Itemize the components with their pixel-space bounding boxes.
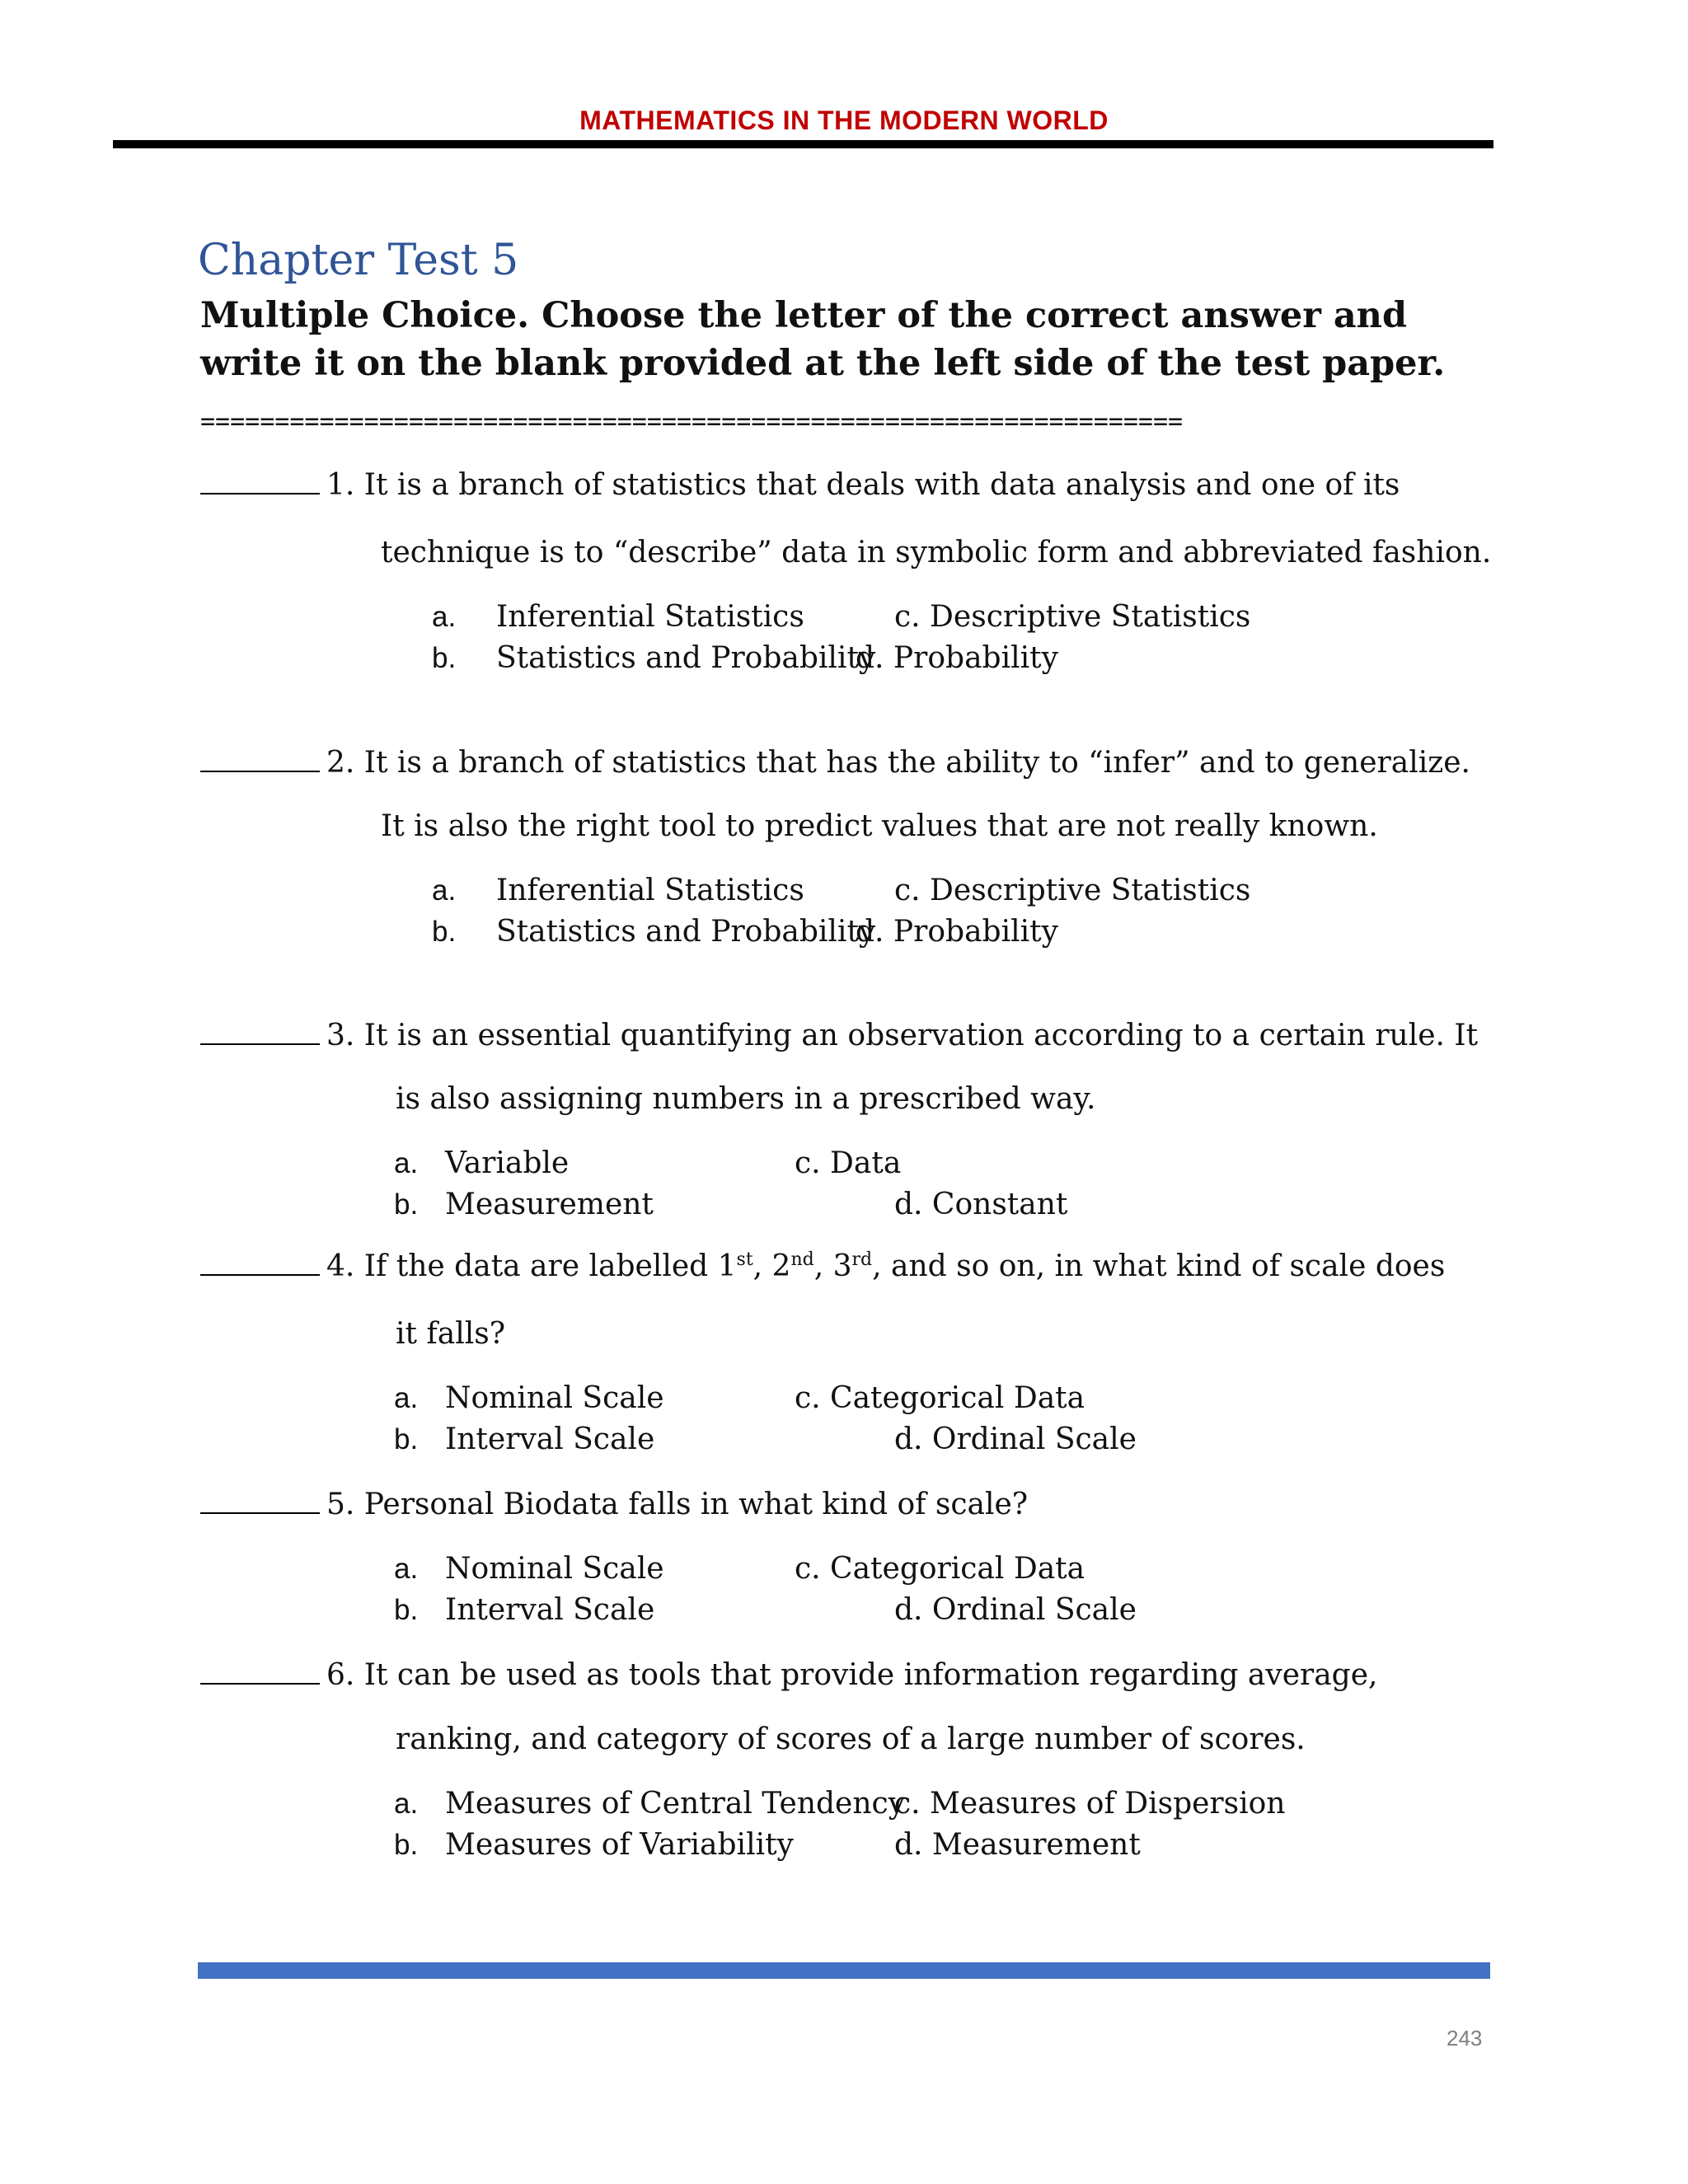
option-d-text: d. Probability <box>856 915 1058 949</box>
option-a-text: Inferential Statistics <box>496 874 804 907</box>
question-1 <box>200 468 1400 502</box>
question-1-continuation: technique is to “describe” data in symbolic form and abbreviated fashion. <box>381 536 1492 569</box>
option-d-text: d. Constant <box>894 1188 1068 1221</box>
instructions: Multiple Choice. Choose the letter of the correct answer and write it on the blank provided at the left side of the test paper. <box>200 295 1446 384</box>
option-b-text: Interval Scale <box>445 1593 655 1627</box>
option-letter: b. <box>394 1423 419 1455</box>
option-b <box>394 1422 418 1456</box>
question-text-sep: , 3 <box>814 1249 852 1283</box>
option-a-text: Measures of Central Tendency <box>445 1787 906 1821</box>
option-letter: b. <box>432 642 457 674</box>
option-a-text: Nominal Scale <box>445 1381 664 1415</box>
option-c-text: c. Descriptive Statistics <box>894 600 1251 634</box>
footer-rule <box>198 1962 1490 1979</box>
question-6 <box>200 1658 1377 1692</box>
answer-blank[interactable] <box>200 1658 320 1685</box>
option-letter: b. <box>432 916 457 948</box>
question-5 <box>200 1488 1028 1521</box>
option-b-text: Interval Scale <box>445 1422 655 1456</box>
separator-line: ================================================================== <box>200 407 1184 436</box>
option-a <box>394 1146 418 1180</box>
question-text-prefix: 4. If the data are labelled 1 <box>326 1249 737 1283</box>
option-c-text: c. Measures of Dispersion <box>894 1787 1286 1821</box>
answer-blank[interactable] <box>200 746 320 772</box>
option-letter: a. <box>432 874 457 907</box>
option-a-text: Inferential Statistics <box>496 600 804 634</box>
question-3-continuation: is also assigning numbers in a prescribed way. <box>396 1082 1096 1116</box>
question-4-continuation: it falls? <box>396 1317 506 1351</box>
question-text-suffix: , and so on, in what kind of scale does <box>872 1249 1446 1283</box>
option-letter: b. <box>394 1829 419 1861</box>
question-3 <box>200 1019 1478 1052</box>
question-6-continuation: ranking, and category of scores of a large number of scores. <box>396 1722 1306 1756</box>
option-a <box>432 874 456 907</box>
superscript-nd: nd <box>790 1249 814 1270</box>
option-a <box>394 1381 418 1415</box>
option-c-text: c. Data <box>795 1146 902 1180</box>
option-a <box>432 600 456 634</box>
option-letter: b. <box>394 1594 419 1626</box>
option-a-text: Nominal Scale <box>445 1552 664 1586</box>
option-b <box>394 1593 418 1627</box>
question-text: 1. It is a branch of statistics that deals with data analysis and one of its <box>326 468 1400 502</box>
answer-blank[interactable] <box>200 1488 320 1514</box>
option-d-text: d. Probability <box>856 641 1058 675</box>
answer-blank[interactable] <box>200 1019 320 1045</box>
option-c-text: c. Categorical Data <box>795 1552 1085 1586</box>
question-text: 3. It is an essential quantifying an observation according to a certain rule. It <box>326 1019 1479 1052</box>
option-b-text: Measurement <box>445 1188 654 1221</box>
option-a <box>394 1787 418 1821</box>
option-b <box>394 1828 418 1862</box>
superscript-rd: rd <box>851 1249 873 1270</box>
answer-blank[interactable] <box>200 468 320 494</box>
option-letter: a. <box>394 1553 419 1585</box>
question-text: 2. It is a branch of statistics that has the ability to “infer” and to generalize. <box>326 746 1470 780</box>
option-b-text: Measures of Variability <box>445 1828 794 1862</box>
chapter-title: Chapter Test 5 <box>198 236 519 285</box>
option-letter: a. <box>432 601 457 633</box>
option-letter: a. <box>394 1147 419 1179</box>
superscript-st: st <box>736 1249 753 1270</box>
option-letter: a. <box>394 1788 419 1820</box>
option-letter: b. <box>394 1188 419 1221</box>
option-c-text: c. Descriptive Statistics <box>894 874 1251 907</box>
option-d-text: d. Ordinal Scale <box>894 1593 1137 1627</box>
option-letter: a. <box>394 1382 419 1414</box>
option-b-text: Statistics and Probability <box>496 641 876 675</box>
option-b-text: Statistics and Probability <box>496 915 876 949</box>
question-text: 6. It can be used as tools that provide information regarding average, <box>326 1658 1378 1692</box>
question-4 <box>200 1249 1445 1283</box>
question-text-sep: , 2 <box>753 1249 791 1283</box>
question-2-continuation: It is also the right tool to predict values that are not really known. <box>381 809 1378 843</box>
option-d-text: d. Measurement <box>894 1828 1141 1862</box>
option-a <box>394 1552 418 1586</box>
page-number: 243 <box>1447 2026 1483 2050</box>
option-c-text: c. Categorical Data <box>795 1381 1085 1415</box>
document-header-title: MATHEMATICS IN THE MODERN WORLD <box>579 105 1109 135</box>
question-2 <box>200 746 1470 780</box>
option-d-text: d. Ordinal Scale <box>894 1422 1137 1456</box>
answer-blank[interactable] <box>200 1249 320 1276</box>
option-b <box>432 641 456 675</box>
question-text: 5. Personal Biodata falls in what kind of scale? <box>326 1488 1029 1521</box>
option-a-text: Variable <box>445 1146 570 1180</box>
option-b <box>432 915 456 949</box>
header-rule <box>113 140 1493 148</box>
option-b <box>394 1188 418 1221</box>
